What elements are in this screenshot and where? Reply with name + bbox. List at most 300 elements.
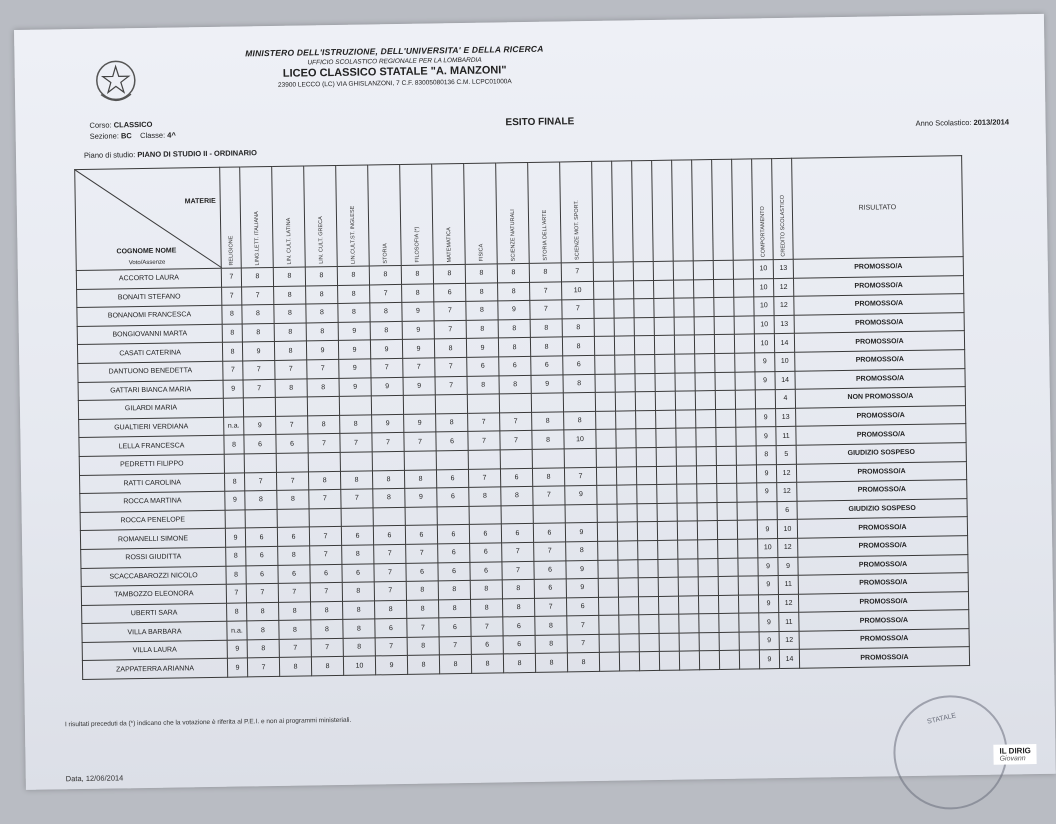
risultato-cell: GIUDIZIO SOSPESO — [796, 443, 966, 464]
blank-cell — [718, 595, 738, 614]
credito-cell: 11 — [776, 427, 796, 446]
grade-cell: 8 — [466, 320, 498, 339]
grade-cell: 6 — [439, 618, 471, 637]
grade-cell: 8 — [434, 339, 466, 358]
subject-label: FILOSOFIA (*) — [413, 226, 421, 263]
blank-cell — [676, 447, 696, 466]
credito-cell: 5 — [776, 445, 796, 464]
credito-cell: 10 — [777, 520, 797, 539]
blank-cell — [657, 484, 677, 503]
grade-cell: 7 — [247, 658, 279, 677]
sezione-value: BC — [120, 131, 132, 141]
comportamento-cell — [755, 390, 775, 409]
blank-cell — [635, 354, 655, 373]
blank-cell — [696, 446, 716, 465]
grade-cell: 8 — [375, 600, 407, 619]
grade-cell: 9 — [244, 416, 276, 435]
grade-cell: 9 — [566, 578, 598, 597]
blank-cell — [716, 465, 736, 484]
grade-cell: 7 — [561, 262, 593, 281]
grade-cell: 8 — [338, 303, 370, 322]
grade-cell: 8 — [226, 565, 246, 584]
grade-cell — [532, 449, 564, 468]
risultato-cell: PROMOSSO/A — [794, 294, 964, 315]
grade-cell: 7 — [310, 583, 342, 602]
subject-header — [560, 161, 594, 262]
grade-cell: 6 — [436, 469, 468, 488]
grade-cell: 9 — [338, 322, 370, 341]
credito-cell: 10 — [775, 352, 795, 371]
grade-cell — [308, 452, 340, 471]
grade-cell: 7 — [375, 637, 407, 656]
piano-value: PIANO DI STUDIO II - ORDINARIO — [137, 148, 258, 160]
grade-cell: 8 — [436, 413, 468, 432]
blank-cell — [613, 262, 633, 281]
grade-cell: 7 — [340, 433, 372, 452]
grade-cell: 8 — [562, 318, 594, 337]
grade-cell: 7 — [534, 598, 566, 617]
blank-cell — [719, 613, 739, 632]
credito-cell: 14 — [779, 650, 799, 669]
grade-cell: 9 — [565, 523, 597, 542]
grade-cell: 8 — [337, 266, 369, 285]
credito-cell: 11 — [779, 613, 799, 632]
blank-cell — [733, 279, 753, 298]
grade-cell: 7 — [500, 412, 532, 431]
blank-cell — [658, 559, 678, 578]
blank-cell — [654, 317, 674, 336]
grade-cell: 9 — [227, 640, 247, 659]
grade-cell: 9 — [402, 302, 434, 321]
grade-cell: 6 — [470, 543, 502, 562]
grade-cell: 8 — [438, 580, 470, 599]
blank-cell — [596, 411, 616, 430]
subject-label: MATEMATICA — [445, 226, 453, 263]
grade-cell: 7 — [404, 432, 436, 451]
blank-cell — [614, 336, 634, 355]
risultato-cell: PROMOSSO/A — [794, 331, 964, 352]
blank-cell — [715, 353, 735, 372]
blank-cell — [599, 653, 619, 672]
blank-subject-header — [632, 161, 654, 262]
grade-cell — [224, 454, 244, 473]
comportamento-cell: 9 — [759, 650, 779, 669]
blank-cell — [594, 336, 614, 355]
blank-cell — [737, 520, 757, 539]
blank-cell — [738, 539, 758, 558]
grade-cell: 6 — [503, 635, 535, 654]
blank-subject-header — [672, 160, 694, 261]
grade-cell: 6 — [310, 564, 342, 583]
grade-cell: 8 — [247, 621, 279, 640]
grade-cell: 6 — [276, 434, 308, 453]
grade-cell: 8 — [305, 266, 337, 285]
blank-cell — [719, 632, 739, 651]
blank-cell — [718, 539, 738, 558]
grade-cell: 8 — [502, 598, 534, 617]
blank-cell — [633, 261, 653, 280]
blank-cell — [737, 483, 757, 502]
credito-cell: 12 — [777, 482, 797, 501]
grade-cell: 7 — [370, 284, 402, 303]
page-title: ESITO FINALE — [505, 116, 575, 129]
blank-cell — [658, 540, 678, 559]
blank-cell — [634, 299, 654, 318]
grade-cell: 8 — [342, 582, 374, 601]
blank-cell — [713, 260, 733, 279]
grade-cell: 7 — [567, 616, 599, 635]
grade-cell: 7 — [500, 431, 532, 450]
blank-cell — [695, 354, 715, 373]
grade-cell: 7 — [308, 434, 340, 453]
blank-cell — [716, 428, 736, 447]
blank-cell — [676, 428, 696, 447]
student-name: ROSSI GIUDITTA — [81, 547, 226, 568]
corso-line: Corso: CLASSICO — [89, 119, 153, 130]
grade-cell: 7 — [374, 582, 406, 601]
comportamento-cell: 9 — [758, 557, 778, 576]
blank-cell — [615, 392, 635, 411]
comportamento-cell: 9 — [756, 408, 776, 427]
grade-cell: 8 — [274, 286, 306, 305]
blank-cell — [678, 596, 698, 615]
grade-cell: 8 — [439, 655, 471, 674]
grade-cell: 10 — [564, 430, 596, 449]
risultato-cell: GIUDIZIO SOSPESO — [797, 498, 967, 519]
grade-cell: 8 — [306, 285, 338, 304]
blank-cell — [694, 316, 714, 335]
grade-cell: 8 — [433, 264, 465, 283]
subject-header — [368, 164, 402, 265]
grade-cell: 8 — [498, 282, 530, 301]
blank-cell — [698, 595, 718, 614]
grade-cell: 6 — [534, 579, 566, 598]
grade-cell: 8 — [535, 653, 567, 672]
blank-cell — [657, 503, 677, 522]
subject-header — [400, 164, 434, 265]
comportamento-cell: 9 — [757, 483, 777, 502]
blank-cell — [717, 483, 737, 502]
grade-cell: 9 — [371, 377, 403, 396]
comportamento-cell: 9 — [759, 631, 779, 650]
blank-cell — [735, 353, 755, 372]
blank-cell — [675, 372, 695, 391]
student-name: GATTARI BIANCA MARIA — [78, 380, 223, 401]
student-name: BONGIOVANNI MARTA — [77, 324, 222, 345]
blank-cell — [737, 502, 757, 521]
comportamento-cell: 10 — [753, 278, 773, 297]
grade-cell: 7 — [244, 472, 276, 491]
blank-cell — [718, 576, 738, 595]
subject-label: RELIGIONE — [227, 235, 235, 266]
blank-cell — [674, 317, 694, 336]
comportamento-cell — [757, 501, 777, 520]
grade-cell — [372, 451, 404, 470]
footnote: I risultati preceduti da (*) indicano che la votazione è riferita al P.E.I. e non ai programmi ministeriali. — [64, 716, 352, 729]
grade-cell: 8 — [274, 323, 306, 342]
blank-cell — [618, 541, 638, 560]
grade-cell: 8 — [497, 263, 529, 282]
blank-cell — [678, 577, 698, 596]
risultato-cell: PROMOSSO/A — [798, 573, 968, 594]
grade-cell: 8 — [242, 305, 274, 324]
credito-cell: 12 — [778, 538, 798, 557]
risultato-cell: PROMOSSO/A — [796, 405, 966, 426]
piano-line: Piano di studio: PIANO DI STUDIO II - ORDINARIO — [83, 148, 258, 160]
blank-cell — [735, 371, 755, 390]
comportamento-cell: 10 — [754, 315, 774, 334]
risultato-cell: PROMOSSO/A — [793, 275, 963, 296]
blank-subject-header — [712, 159, 734, 260]
student-name: ROCCA PENELOPE — [80, 510, 225, 531]
grade-cell — [405, 507, 437, 526]
subject-label: LING.LETT. ITALIANA — [253, 210, 261, 266]
signature-block — [993, 744, 1037, 765]
blank-cell — [714, 316, 734, 335]
grade-cell: 6 — [434, 283, 466, 302]
blank-cell — [696, 428, 716, 447]
grade-cell: 7 — [276, 416, 308, 435]
grade-cell: n.a. — [224, 417, 244, 436]
grade-cell: 6 — [246, 565, 278, 584]
grade-cell: 8 — [532, 430, 564, 449]
grade-cell: 7 — [533, 486, 565, 505]
grade-cell: 7 — [567, 634, 599, 653]
blank-cell — [636, 466, 656, 485]
grade-cell: 7 — [439, 636, 471, 655]
blank-cell — [614, 280, 634, 299]
blank-cell — [736, 427, 756, 446]
grade-cell: 8 — [438, 599, 470, 618]
table-body — [76, 257, 969, 680]
student-name: ACCORTO LAURA — [76, 268, 221, 289]
grade-cell: 9 — [242, 342, 274, 361]
blank-cell — [599, 615, 619, 634]
blank-cell — [598, 560, 618, 579]
grade-cell: 8 — [503, 654, 535, 673]
blank-cell — [617, 485, 637, 504]
grade-cell: 7 — [275, 360, 307, 379]
blank-subject-header — [592, 161, 614, 262]
grade-cell: 7 — [374, 544, 406, 563]
grade-cell: 7 — [309, 490, 341, 509]
blank-cell — [618, 559, 638, 578]
subject-header — [336, 165, 370, 266]
grade-cell: 8 — [467, 375, 499, 394]
risultato-cell: PROMOSSO/A — [794, 312, 964, 333]
grade-cell: 7 — [243, 379, 275, 398]
grade-cell: 8 — [279, 620, 311, 639]
student-name: BONAITI STEFANO — [77, 287, 222, 308]
grade-cell: 8 — [338, 285, 370, 304]
risultato-header: RISULTATO — [792, 156, 964, 260]
blank-cell — [594, 299, 614, 318]
blank-cell — [639, 633, 659, 652]
grade-cell: 8 — [370, 321, 402, 340]
grade-cell: 6 — [278, 564, 310, 583]
blank-cell — [694, 335, 714, 354]
grade-cell — [469, 506, 501, 525]
blank-cell — [637, 503, 657, 522]
grade-cell: 7 — [502, 561, 534, 580]
grade-cell — [437, 506, 469, 525]
blank-cell — [695, 391, 715, 410]
blank-cell — [659, 614, 679, 633]
risultato-cell: PROMOSSO/A — [796, 424, 966, 445]
grade-cell: 8 — [567, 653, 599, 672]
grade-cell: 6 — [406, 562, 438, 581]
blank-cell — [736, 464, 756, 483]
grade-cell — [277, 509, 309, 528]
blank-cell — [679, 614, 699, 633]
school-year: Anno Scolastico: 2013/2014 — [915, 117, 1010, 128]
stamp-text: STATALE — [926, 712, 957, 726]
blank-cell — [717, 521, 737, 540]
blank-cell — [595, 392, 615, 411]
grade-cell: 8 — [343, 638, 375, 657]
comportamento-cell: 9 — [756, 427, 776, 446]
blank-cell — [735, 390, 755, 409]
blank-cell — [716, 446, 736, 465]
blank-cell — [636, 410, 656, 429]
grade-cell: 7 — [310, 545, 342, 564]
grade-cell: 7 — [564, 467, 596, 486]
student-name: VILLA LAURA — [82, 640, 227, 661]
grade-cell — [565, 504, 597, 523]
grade-cell: 6 — [531, 356, 563, 375]
grade-cell: 8 — [342, 545, 374, 564]
ministry-name: MINISTERO DELL'ISTRUZIONE, DELL'UNIVERSITA' E DELLA RICERCA — [245, 43, 544, 59]
grade-cell: 6 — [373, 526, 405, 545]
grade-cell: 8 — [242, 323, 274, 342]
subject-header — [432, 163, 466, 264]
blank-cell — [699, 614, 719, 633]
grade-cell: 8 — [277, 490, 309, 509]
grade-cell: 8 — [343, 619, 375, 638]
blank-cell — [698, 539, 718, 558]
grade-cell: 7 — [435, 357, 467, 376]
grade-cell: 7 — [243, 360, 275, 379]
student-name: ROCCA MARTINA — [80, 491, 225, 512]
comportamento-cell: 10 — [758, 538, 778, 557]
grade-cell — [467, 394, 499, 413]
cognome-nome-label: COGNOME NOME — [116, 247, 177, 256]
grade-cell — [404, 451, 436, 470]
grade-cell: 8 — [562, 337, 594, 356]
blank-cell — [596, 429, 616, 448]
grade-cell: 8 — [245, 491, 277, 510]
credito-cell: 6 — [777, 501, 797, 520]
blank-cell — [714, 297, 734, 316]
grade-cell: 8 — [372, 470, 404, 489]
blank-cell — [617, 522, 637, 541]
blank-cell — [734, 316, 754, 335]
grade-cell: 8 — [274, 341, 306, 360]
blank-cell — [598, 597, 618, 616]
blank-cell — [697, 484, 717, 503]
blank-cell — [734, 297, 754, 316]
blank-cell — [635, 373, 655, 392]
blank-cell — [655, 391, 675, 410]
credito-header-label: CREDITO SCOLASTICO — [779, 195, 787, 257]
grade-cell: 7 — [471, 617, 503, 636]
grade-cell: 8 — [406, 581, 438, 600]
table-corner — [75, 167, 222, 270]
comportamento-cell: 9 — [755, 371, 775, 390]
grade-cell: 8 — [247, 602, 279, 621]
grade-cell: 7 — [246, 584, 278, 603]
blank-cell — [595, 355, 615, 374]
grade-cell: 6 — [437, 525, 469, 544]
subject-label: STORIA — [381, 242, 389, 264]
blank-cell — [676, 465, 696, 484]
grade-cell: 8 — [401, 265, 433, 284]
blank-cell — [634, 336, 654, 355]
blank-cell — [674, 279, 694, 298]
credito-header — [772, 158, 794, 259]
grade-cell: 9 — [403, 376, 435, 395]
blank-cell — [738, 595, 758, 614]
grade-cell: 8 — [407, 637, 439, 656]
comportamento-header — [752, 159, 774, 260]
voto-assenze-label: Voto/Assenze — [128, 259, 166, 267]
blank-cell — [739, 650, 759, 669]
grade-cell: 8 — [308, 471, 340, 490]
grade-cell: 6 — [566, 597, 598, 616]
grade-cell: 8 — [274, 304, 306, 323]
blank-cell — [614, 299, 634, 318]
blank-cell — [596, 448, 616, 467]
blank-cell — [596, 467, 616, 486]
grade-cell: 6 — [467, 357, 499, 376]
blank-cell — [616, 411, 636, 430]
grade-cell — [435, 395, 467, 414]
blank-cell — [739, 613, 759, 632]
blank-cell — [594, 281, 614, 300]
grade-cell — [403, 395, 435, 414]
grade-cell — [501, 505, 533, 524]
grade-cell: 8 — [227, 603, 247, 622]
grade-cell: 7 — [534, 542, 566, 561]
grade-cell: 7 — [468, 413, 500, 432]
risultato-cell: PROMOSSO/A — [797, 480, 967, 501]
blank-cell — [637, 485, 657, 504]
blank-cell — [697, 521, 717, 540]
blank-cell — [595, 374, 615, 393]
grade-cell: 6 — [534, 560, 566, 579]
blank-cell — [615, 355, 635, 374]
subject-label: LIN. CULT. GRECA — [317, 216, 325, 265]
blank-cell — [638, 540, 658, 559]
student-name: SCACCABAROZZI NICOLO — [81, 566, 226, 587]
materie-label: MATERIE — [184, 197, 216, 206]
student-name: ZAPPATERRA ARIANNA — [82, 659, 227, 680]
grade-cell: 8 — [222, 305, 242, 324]
grade-cell: 8 — [222, 324, 242, 343]
official-stamp-icon — [893, 694, 1009, 810]
credito-cell: 13 — [773, 259, 793, 278]
grade-cell: 6 — [503, 617, 535, 636]
grade-cell: 8 — [532, 412, 564, 431]
risultato-cell: PROMOSSO/A — [799, 610, 969, 631]
document-date: Data, 12/06/2014 — [65, 773, 124, 784]
blank-cell — [597, 504, 617, 523]
student-name: ROMANELLI SIMONE — [80, 529, 225, 550]
student-name: TAMBOZZO ELEONORA — [81, 584, 226, 605]
grade-cell: 8 — [566, 541, 598, 560]
blank-cell — [617, 503, 637, 522]
blank-cell — [733, 260, 753, 279]
